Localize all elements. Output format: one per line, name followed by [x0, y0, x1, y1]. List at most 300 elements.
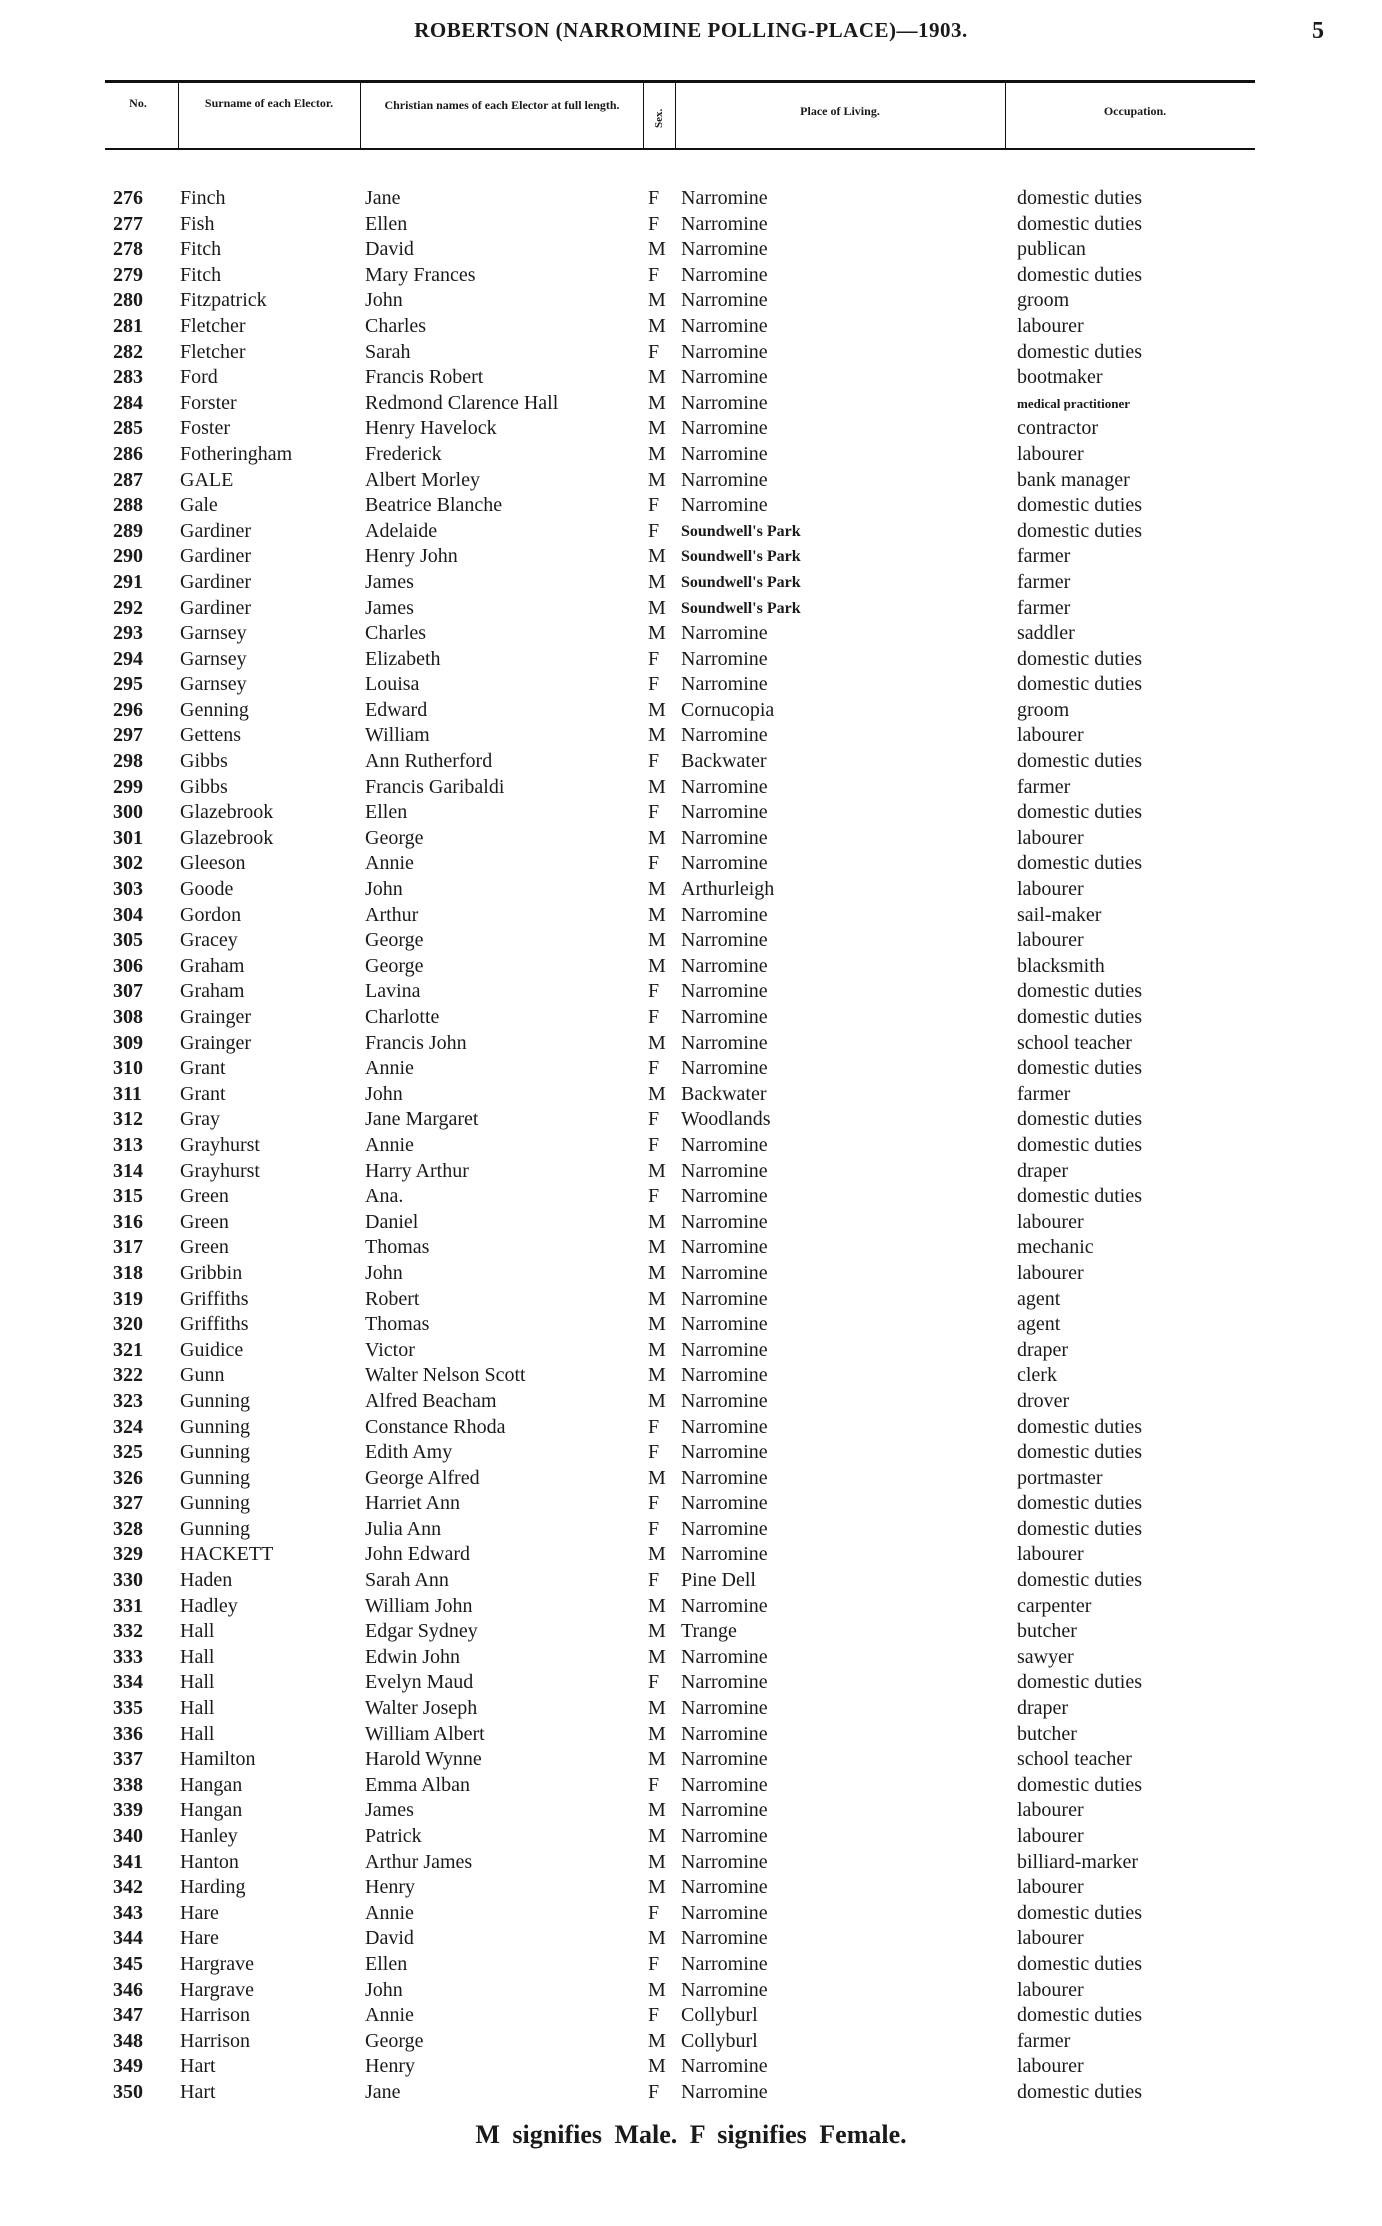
- elector-number: 306: [113, 954, 143, 977]
- place-of-living: Narromine: [681, 1901, 768, 1924]
- surname: Haden: [180, 1569, 233, 1592]
- occupation: domestic duties: [1017, 2080, 1142, 2103]
- sex: M: [648, 1748, 666, 1771]
- place-of-living: Narromine: [681, 366, 768, 389]
- surname: Gunning: [180, 1492, 250, 1515]
- column-divider: [1005, 83, 1006, 148]
- elector-number: 347: [113, 2004, 143, 2027]
- christian-names: Jane Margaret: [365, 1108, 479, 1131]
- sex: M: [648, 1236, 666, 1259]
- surname: Fletcher: [180, 314, 246, 337]
- occupation: draper: [1017, 1338, 1069, 1361]
- elector-number: 293: [113, 622, 143, 645]
- surname: Griffiths: [180, 1287, 249, 1310]
- occupation: domestic duties: [1017, 852, 1142, 875]
- surname: Hadley: [180, 1594, 238, 1617]
- place-of-living: Narromine: [681, 1773, 768, 1796]
- elector-row: [0, 851, 1382, 877]
- surname: Guidice: [180, 1338, 244, 1361]
- occupation: farmer: [1017, 775, 1071, 798]
- place-of-living: Narromine: [681, 2080, 768, 2103]
- occupation: domestic duties: [1017, 1773, 1142, 1796]
- christian-names: Henry Havelock: [365, 417, 497, 440]
- christian-names: Walter Joseph: [365, 1697, 478, 1720]
- elector-number: 289: [113, 519, 143, 542]
- surname: Harding: [180, 1876, 246, 1899]
- occupation: domestic duties: [1017, 647, 1142, 670]
- elector-row: [0, 212, 1382, 238]
- surname: Gribbin: [180, 1261, 243, 1284]
- elector-row: [0, 749, 1382, 775]
- place-of-living: Narromine: [681, 1364, 768, 1387]
- elector-number: 298: [113, 750, 143, 773]
- elector-number: 328: [113, 1517, 143, 1540]
- place-of-living: Trange: [681, 1620, 737, 1643]
- surname: Hanton: [180, 1850, 239, 1873]
- elector-number: 326: [113, 1466, 143, 1489]
- christian-names: Albert Morley: [365, 468, 480, 491]
- place-of-living: Backwater: [681, 1082, 767, 1105]
- elector-number: 344: [113, 1927, 143, 1950]
- elector-number: 285: [113, 417, 143, 440]
- place-of-living: Narromine: [681, 187, 768, 209]
- christian-names: William John: [365, 1594, 473, 1617]
- surname: Grainger: [180, 1031, 252, 1054]
- elector-row: [0, 1747, 1382, 1773]
- christian-names: Arthur James: [365, 1850, 473, 1873]
- sex: F: [648, 1773, 660, 1796]
- christian-names: Lavina: [365, 980, 421, 1003]
- place-of-living: Narromine: [681, 1543, 768, 1566]
- occupation: domestic duties: [1017, 1057, 1142, 1080]
- sex: F: [648, 750, 660, 773]
- elector-number: 341: [113, 1850, 143, 1873]
- sex: F: [648, 2080, 660, 2103]
- sex: F: [648, 980, 660, 1003]
- place-of-living: Narromine: [681, 801, 768, 824]
- elector-number: 346: [113, 1978, 143, 2001]
- elector-row: [0, 1235, 1382, 1261]
- sex: F: [648, 1185, 660, 1208]
- elector-number: 286: [113, 442, 143, 465]
- elector-row: [0, 1133, 1382, 1159]
- elector-number: 313: [113, 1133, 143, 1156]
- sex: F: [648, 1517, 660, 1540]
- sex: M: [648, 545, 666, 568]
- sex: M: [648, 1722, 666, 1745]
- christian-names: Evelyn Maud: [365, 1671, 474, 1694]
- elector-row: [0, 1850, 1382, 1876]
- sex: M: [648, 1825, 666, 1847]
- surname: Gunning: [180, 1517, 250, 1540]
- elector-row: [0, 416, 1382, 442]
- sex: M: [648, 1389, 666, 1412]
- elector-number: 315: [113, 1185, 143, 1208]
- occupation: domestic duties: [1017, 494, 1142, 517]
- elector-number: 321: [113, 1338, 143, 1361]
- elector-number: 334: [113, 1671, 143, 1694]
- elector-row: [0, 1978, 1382, 2004]
- elector-number: 283: [113, 366, 143, 389]
- sex: M: [648, 775, 666, 798]
- place-of-living: Narromine: [681, 340, 768, 363]
- sex: M: [648, 314, 666, 337]
- elector-row: [0, 314, 1382, 340]
- occupation: medical practitioner: [1017, 395, 1130, 411]
- surname: Glazebrook: [180, 826, 274, 849]
- christian-names: George: [365, 954, 424, 977]
- sex: M: [648, 1927, 666, 1950]
- surname: Fitch: [180, 263, 222, 286]
- christian-names: Thomas: [365, 1236, 430, 1259]
- occupation: domestic duties: [1017, 673, 1142, 696]
- elector-row: [0, 2080, 1382, 2106]
- place-of-living: Narromine: [681, 1261, 768, 1284]
- surname: Griffiths: [180, 1313, 249, 1336]
- christian-names: Annie: [365, 1901, 414, 1924]
- place-of-living: Narromine: [681, 417, 768, 440]
- surname: Fitch: [180, 238, 222, 261]
- surname: Gunning: [180, 1415, 250, 1438]
- christian-names: Ellen: [365, 1952, 408, 1975]
- elector-number: 349: [113, 2055, 143, 2078]
- christian-names: Henry: [365, 2055, 415, 2078]
- surname: Goode: [180, 878, 234, 901]
- elector-row: [0, 1952, 1382, 1978]
- place-of-living: Narromine: [681, 1492, 768, 1515]
- elector-number: 284: [113, 391, 143, 414]
- occupation: butcher: [1017, 1722, 1077, 1745]
- elector-number: 332: [113, 1620, 143, 1643]
- elector-row: [0, 1312, 1382, 1338]
- occupation: labourer: [1017, 1543, 1084, 1566]
- christian-names: John: [365, 1261, 403, 1284]
- occupation: blacksmith: [1017, 954, 1105, 977]
- surname: Gale: [180, 494, 218, 517]
- christian-names: Patrick: [365, 1825, 422, 1847]
- elector-number: 324: [113, 1415, 143, 1438]
- occupation: labourer: [1017, 1799, 1084, 1822]
- place-of-living: Narromine: [681, 442, 768, 465]
- place-of-living: Narromine: [681, 775, 768, 798]
- place-of-living: Narromine: [681, 1825, 768, 1847]
- elector-row: [0, 928, 1382, 954]
- elector-number: 309: [113, 1031, 143, 1054]
- elector-row: [0, 1542, 1382, 1568]
- place-of-living: Narromine: [681, 1517, 768, 1540]
- elector-row: [0, 442, 1382, 468]
- surname: Hall: [180, 1697, 215, 1720]
- christian-names: Alfred Beacham: [365, 1389, 497, 1412]
- place-of-living: Narromine: [681, 1313, 768, 1336]
- surname: Green: [180, 1210, 229, 1233]
- place-of-living: Narromine: [681, 1031, 768, 1054]
- christian-names: John Edward: [365, 1543, 470, 1566]
- christian-names: George: [365, 2029, 424, 2052]
- surname: Hall: [180, 1722, 215, 1745]
- sex: F: [648, 187, 660, 209]
- elector-row: [0, 468, 1382, 494]
- elector-row: [0, 1901, 1382, 1927]
- elector-row: [0, 1517, 1382, 1543]
- occupation: publican: [1017, 238, 1086, 261]
- occupation: domestic duties: [1017, 1006, 1142, 1028]
- elector-number: 337: [113, 1748, 143, 1771]
- surname: Hargrave: [180, 1952, 255, 1975]
- surname: Grayhurst: [180, 1133, 260, 1156]
- place-of-living: Narromine: [681, 1722, 768, 1745]
- elector-number: 301: [113, 826, 143, 849]
- place-of-living: Soundwell's Park: [681, 548, 801, 566]
- christian-names: Harriet Ann: [365, 1492, 460, 1515]
- occupation: domestic duties: [1017, 1185, 1142, 1208]
- place-of-living: Narromine: [681, 1466, 768, 1489]
- sex: M: [648, 622, 666, 645]
- place-of-living: Narromine: [681, 494, 768, 517]
- place-of-living: Narromine: [681, 314, 768, 337]
- elector-number: 322: [113, 1364, 143, 1387]
- occupation: domestic duties: [1017, 1108, 1142, 1131]
- surname: Fitzpatrick: [180, 289, 267, 312]
- elector-number: 323: [113, 1389, 143, 1412]
- header-bottom-rule: [105, 148, 1255, 150]
- sex: M: [648, 1082, 666, 1105]
- surname: Gardiner: [180, 570, 252, 593]
- elector-number: 319: [113, 1287, 143, 1310]
- occupation: billiard-marker: [1017, 1850, 1139, 1873]
- sex: M: [648, 1338, 666, 1361]
- surname: Garnsey: [180, 647, 247, 670]
- place-of-living: Narromine: [681, 903, 768, 926]
- elector-number: 312: [113, 1108, 143, 1131]
- sex: M: [648, 391, 666, 414]
- elector-row: [0, 1056, 1382, 1082]
- elector-number: 350: [113, 2080, 143, 2103]
- sex: F: [648, 1006, 660, 1028]
- sex: F: [648, 1133, 660, 1156]
- surname: Hamilton: [180, 1748, 256, 1771]
- surname: Hangan: [180, 1799, 243, 1822]
- place-of-living: Narromine: [681, 1389, 768, 1412]
- surname: Glazebrook: [180, 801, 274, 824]
- occupation: agent: [1017, 1287, 1061, 1310]
- elector-number: 330: [113, 1569, 143, 1592]
- christian-names: Annie: [365, 1133, 414, 1156]
- elector-row: [0, 1031, 1382, 1057]
- surname: Gordon: [180, 903, 242, 926]
- surname: Gunning: [180, 1441, 250, 1464]
- occupation: domestic duties: [1017, 750, 1142, 773]
- sex: M: [648, 289, 666, 312]
- elector-row: [0, 1491, 1382, 1517]
- surname: Gettens: [180, 724, 242, 747]
- elector-number: 331: [113, 1594, 143, 1617]
- occupation: domestic duties: [1017, 1133, 1142, 1156]
- place-of-living: Narromine: [681, 724, 768, 747]
- elector-row: [0, 1798, 1382, 1824]
- elector-row: [0, 979, 1382, 1005]
- place-of-living: Narromine: [681, 2055, 768, 2078]
- place-of-living: Narromine: [681, 1645, 768, 1668]
- place-of-living: Pine Dell: [681, 1569, 756, 1592]
- elector-row: [0, 1568, 1382, 1594]
- christian-names: George Alfred: [365, 1466, 480, 1489]
- christian-names: Henry John: [365, 545, 458, 568]
- sex: M: [648, 1799, 666, 1822]
- elector-row: [0, 1363, 1382, 1389]
- elector-row: [0, 1696, 1382, 1722]
- elector-number: 340: [113, 1825, 143, 1847]
- christian-names: Ana.: [365, 1185, 404, 1208]
- elector-number: 305: [113, 929, 143, 952]
- elector-row: [0, 288, 1382, 314]
- christian-names: James: [365, 1799, 414, 1822]
- elector-row: [0, 1107, 1382, 1133]
- elector-number: 279: [113, 263, 143, 286]
- elector-row: [0, 1261, 1382, 1287]
- column-header-surname: Surname of each Elector.: [204, 96, 334, 110]
- christian-names: Louisa: [365, 673, 420, 696]
- occupation: groom: [1017, 698, 1070, 721]
- occupation: domestic duties: [1017, 2004, 1142, 2027]
- occupation: labourer: [1017, 878, 1084, 901]
- sex-legend-footnote: M signifies Male. F signifies Female.: [475, 2120, 907, 2149]
- elector-number: 339: [113, 1799, 143, 1822]
- elector-row: [0, 1338, 1382, 1364]
- sex: F: [648, 673, 660, 696]
- sex: M: [648, 1159, 666, 1182]
- column-header-place: Place of Living.: [800, 104, 880, 118]
- surname: Harrison: [180, 2029, 250, 2052]
- header-top-rule: [105, 80, 1255, 83]
- elector-row: [0, 954, 1382, 980]
- occupation: farmer: [1017, 596, 1071, 619]
- sex: F: [648, 1415, 660, 1438]
- surname: Genning: [180, 698, 249, 721]
- christian-names: Harry Arthur: [365, 1159, 469, 1182]
- place-of-living: Narromine: [681, 1748, 768, 1771]
- christian-names: Victor: [365, 1338, 415, 1361]
- elector-number: 291: [113, 570, 143, 593]
- occupation: groom: [1017, 289, 1070, 312]
- occupation: saddler: [1017, 622, 1075, 645]
- sex: M: [648, 570, 666, 593]
- surname: Gunn: [180, 1364, 225, 1387]
- elector-row: [0, 775, 1382, 801]
- place-of-living: Woodlands: [681, 1108, 771, 1131]
- occupation: domestic duties: [1017, 1901, 1142, 1924]
- place-of-living: Narromine: [681, 1133, 768, 1156]
- sex: F: [648, 1492, 660, 1515]
- elector-row: [0, 237, 1382, 263]
- christian-names: Edith Amy: [365, 1441, 453, 1464]
- sex: M: [648, 1594, 666, 1617]
- christian-names: Julia Ann: [365, 1517, 442, 1540]
- occupation: labourer: [1017, 929, 1084, 952]
- sex: M: [648, 1620, 666, 1643]
- christian-names: Jane: [365, 2080, 401, 2103]
- christian-names: John: [365, 289, 403, 312]
- occupation: domestic duties: [1017, 1441, 1142, 1464]
- place-of-living: Soundwell's Park: [681, 522, 801, 540]
- elector-row: [0, 1389, 1382, 1415]
- christian-names: Constance Rhoda: [365, 1415, 506, 1438]
- christian-names: David: [365, 1927, 414, 1950]
- place-of-living: Narromine: [681, 826, 768, 849]
- elector-number: 288: [113, 494, 143, 517]
- elector-row: [0, 493, 1382, 519]
- occupation: domestic duties: [1017, 187, 1142, 209]
- sex: F: [648, 1441, 660, 1464]
- surname: Hall: [180, 1620, 215, 1643]
- occupation: domestic duties: [1017, 1517, 1142, 1540]
- sex: M: [648, 1313, 666, 1336]
- surname: Harrison: [180, 2004, 250, 2027]
- place-of-living: Narromine: [681, 212, 768, 235]
- sex: M: [648, 1645, 666, 1668]
- elector-row: [0, 519, 1382, 545]
- christian-names: Ellen: [365, 801, 408, 824]
- elector-row: [0, 1082, 1382, 1108]
- christian-names: Elizabeth: [365, 647, 441, 670]
- christian-names: Charles: [365, 314, 427, 337]
- surname: Ford: [180, 366, 218, 389]
- christian-names: Sarah: [365, 340, 411, 363]
- surname: Gray: [180, 1108, 220, 1131]
- occupation: clerk: [1017, 1364, 1057, 1387]
- sex: M: [648, 442, 666, 465]
- place-of-living: Narromine: [681, 622, 768, 645]
- place-of-living: Narromine: [681, 1441, 768, 1464]
- occupation: school teacher: [1017, 1031, 1132, 1054]
- place-of-living: Narromine: [681, 1185, 768, 1208]
- elector-number: 294: [113, 647, 143, 670]
- sex: M: [648, 1364, 666, 1387]
- christian-names: Charles: [365, 622, 427, 645]
- occupation: domestic duties: [1017, 1671, 1142, 1694]
- sex: F: [648, 1108, 660, 1131]
- surname: Gardiner: [180, 519, 252, 542]
- surname: Hargrave: [180, 1978, 255, 2001]
- elector-row: [0, 1287, 1382, 1313]
- page-number: 5: [1312, 18, 1324, 44]
- elector-row: [0, 1722, 1382, 1748]
- elector-number: 325: [113, 1441, 143, 1464]
- column-divider: [643, 83, 644, 148]
- page-title: ROBERTSON (NARROMINE POLLING-PLACE)—1903.: [414, 18, 968, 42]
- column-header-sex: Sex.: [653, 108, 665, 128]
- place-of-living: Narromine: [681, 673, 768, 696]
- sex: M: [648, 698, 666, 721]
- sex: M: [648, 1543, 666, 1566]
- elector-number: 338: [113, 1773, 143, 1796]
- sex: F: [648, 1952, 660, 1975]
- surname: Garnsey: [180, 622, 247, 645]
- elector-row: [0, 544, 1382, 570]
- sex: M: [648, 1876, 666, 1899]
- elector-number: 296: [113, 698, 143, 721]
- sex: M: [648, 1261, 666, 1284]
- place-of-living: Narromine: [681, 1876, 768, 1899]
- place-of-living: Narromine: [681, 1952, 768, 1975]
- christian-names: John: [365, 1978, 403, 2001]
- elector-row: [0, 672, 1382, 698]
- occupation: domestic duties: [1017, 519, 1142, 542]
- occupation: bootmaker: [1017, 366, 1103, 389]
- surname: Finch: [180, 187, 226, 209]
- surname: Hare: [180, 1927, 219, 1950]
- christian-names: Emma Alban: [365, 1773, 470, 1796]
